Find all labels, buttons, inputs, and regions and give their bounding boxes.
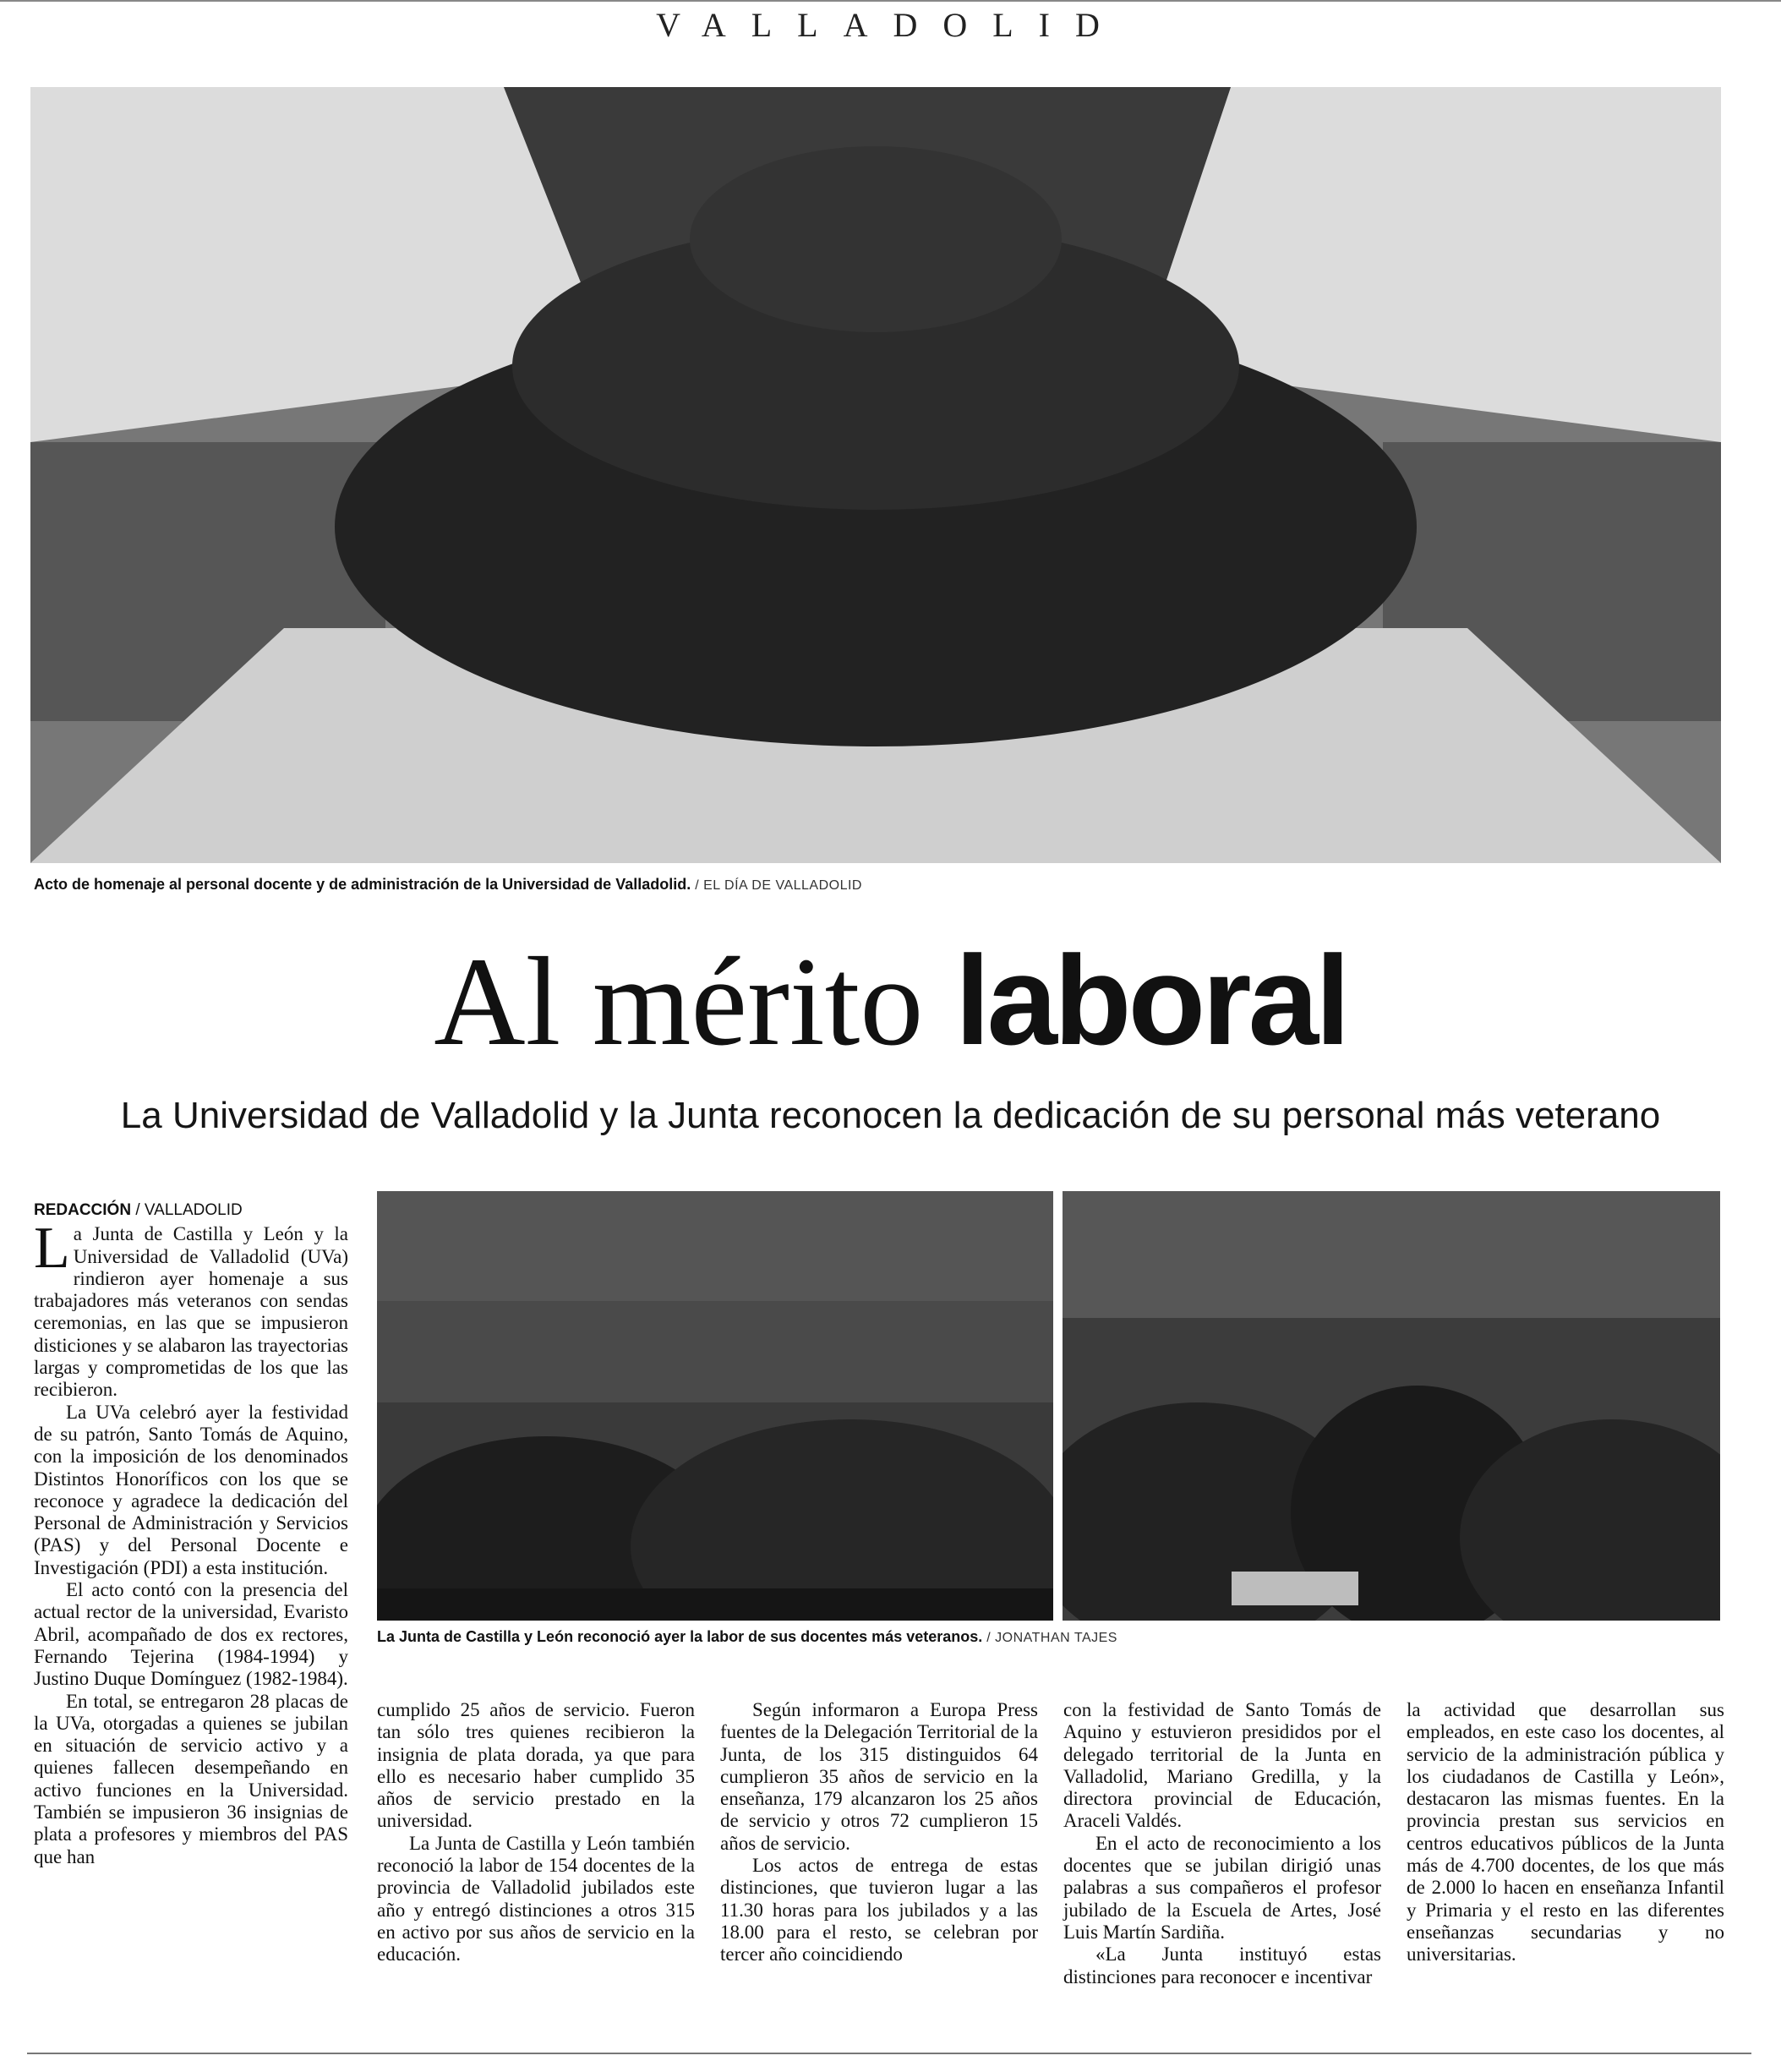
dropcap: L xyxy=(34,1216,70,1282)
paragraph: Los actos de entrega de estas distinciones, que tuvieron lugar a las 11.30 horas para los jubilados y a las 18.00 para el resto, se celebran por tercer año coincidiendo xyxy=(720,1855,1038,1965)
top-photo xyxy=(30,87,1721,863)
paragraph: La Junta de Castilla y León también reconoció la labor de 154 docentes de la provincia de Valladolid jubilados este año y entregó distinciones a otros 315 en activo por sus años de servicio en la educación. xyxy=(377,1832,695,1965)
paragraph: la actividad que desarrollan sus empleados, en este caso los docentes, al servicio de la administración pública y los ciudadanos de Castilla y León», destacaron las mismas fuentes. En la provincia prestan sus servicios en centros educativos públicos de la Junta más de 4.700 docentes, de los que más de 2.000 lo hacen en enseñanza Infantil y Primaria y el resto en las diferentes enseñanzas secundarias y no universitarias. xyxy=(1407,1699,1724,1965)
audience-photo-left xyxy=(377,1191,1053,1621)
caption-text: Acto de homenaje al personal docente y de administración de la Universidad de Valladolid. xyxy=(34,876,691,893)
paragraph: La UVa celebró ayer la festividad de su patrón, Santo Tomás de Aquino, con la imposición de los denominados Distintos Honoríficos con los que se reconoce y agradece la dedicación del Personal de Administración y Servicios (PAS) y del Personal Docente e Investigación (PDI) a esta institución. xyxy=(34,1401,348,1578)
bottom-rule xyxy=(27,2053,1751,2054)
byline-author: REDACCIÓN xyxy=(34,1201,132,1219)
paragraph: En total, se entregaron 28 placas de la UVa, otorgadas a quienes se jubilan en situación de servicio activo y a quienes fallecen desempeñando en activo funciones en la Universidad. También se impusieron 36 insignias de plata a profesores y miembros del PAS que han xyxy=(34,1690,348,1867)
article-column-3 xyxy=(720,1699,1038,1966)
paragraph-text: a Junta de Castilla y León y la Universidad de Valladolid (UVa) rindieron ayer homenaje a sus trabajadores más veteranos con sendas ceremonias, en las que se impusieron disticiones y se alabaron las trayectorias largas y comprometidas de los que las recibieron. xyxy=(34,1223,348,1401)
middle-photos-caption xyxy=(377,1628,1117,1646)
article-column-4 xyxy=(1063,1699,1381,1988)
paragraph: con la festividad de Santo Tomás de Aquino y estuvieron presididos por el delegado territorial de la Junta en Valladolid, Mariano Gredilla, y la directora provincial de Educación, Araceli Valdés. xyxy=(1063,1699,1381,1832)
paragraph: En el acto de reconocimiento a los docentes que se jubilan dirigió unas palabras a sus compañeros el profesor jubilado de la Escuela de Artes, José Luis Martín Sardiña. xyxy=(1063,1832,1381,1943)
top-photo-caption xyxy=(34,876,862,894)
photo-credit: / EL DÍA DE VALLADOLID xyxy=(695,878,862,893)
section-header: VALLADOLID xyxy=(656,6,1125,44)
headline xyxy=(0,929,1781,1072)
headline-bold: laboral xyxy=(954,929,1347,1071)
paragraph: El acto contó con la presencia del actual rector de la universidad, Evaristo Abril, acompañado de dos ex rectores, Fernando Tejerina (1984-1994) y Justino Duque Domínguez (1982-1984). xyxy=(34,1579,348,1690)
audience-photo-right xyxy=(1063,1191,1720,1621)
paragraph xyxy=(34,1216,348,1401)
top-rule xyxy=(0,0,1781,2)
article-column-1 xyxy=(34,1200,348,1868)
paragraph: cumplido 25 años de servicio. Fueron tan sólo tres quienes recibieron la insignia de plata dorada, ya que para ello es necesario haber cumplido 35 años de servicio prestado en la universidad. xyxy=(377,1699,695,1832)
caption-text: La Junta de Castilla y León reconoció ayer la labor de sus docentes más veteranos. xyxy=(377,1628,983,1645)
paragraph: «La Junta instituyó estas distinciones para reconocer e incentivar xyxy=(1063,1944,1381,1987)
byline-place: / VALLADOLID xyxy=(135,1201,243,1219)
article-column-2 xyxy=(377,1699,695,1966)
byline xyxy=(34,1200,348,1222)
photo-credit: / JONATHAN TAJES xyxy=(986,1631,1117,1645)
subheadline: La Universidad de Valladolid y la Junta reconocen la dedicación de su personal más veterano xyxy=(120,1095,1661,1136)
paragraph: Según informaron a Europa Press fuentes de la Delegación Territorial de la Junta, de los 315 distinguidos 64 cumplieron 35 años de servicio en la enseñanza, 179 alcanzaron los 25 años de servicio y otros 72 cumplieron 15 años de servicio. xyxy=(720,1699,1038,1854)
article-column-5 xyxy=(1407,1699,1724,1966)
headline-light: Al mérito xyxy=(434,932,924,1072)
